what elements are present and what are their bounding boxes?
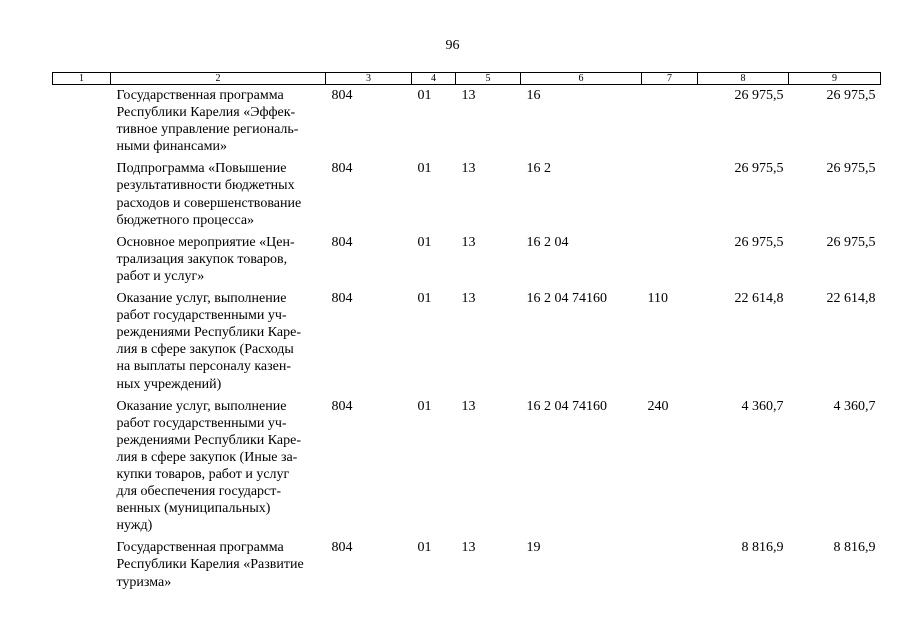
table-header — [53, 73, 881, 85]
item-name-line: реждениями Республики Каре- — [116, 325, 301, 341]
item-name-line: ных учреждений) — [116, 376, 222, 392]
cell-target-article: 16 2 04 74160 — [526, 398, 607, 414]
cell-ministry-code: 804 — [331, 398, 353, 414]
cell-target-article: 16 2 04 — [526, 234, 569, 250]
item-name-line: Оказание услуг, выполнение — [116, 398, 287, 414]
item-name-line: туризма» — [116, 574, 172, 590]
header-col-9: 9 — [789, 73, 881, 85]
item-name-line: Подпрограмма «Повышение — [116, 161, 287, 177]
cell-amount-1: 26 975,5 — [734, 234, 784, 250]
cell-amount-1: 26 975,5 — [734, 88, 784, 103]
header-col-1: 1 — [53, 73, 111, 85]
cell-amount-2: 26 975,5 — [826, 161, 876, 177]
cell-expense-type: 110 — [647, 291, 668, 307]
cell-ministry-code: 804 — [331, 161, 353, 177]
cell-amount-2: 26 975,5 — [826, 88, 876, 103]
cell-expense-type — [642, 232, 698, 288]
header-col-7: 7 — [642, 73, 698, 85]
cell-section: 01 — [417, 540, 432, 556]
budget-table — [52, 72, 881, 594]
cell-expense-type: 240 — [647, 398, 669, 414]
table-row — [53, 232, 881, 288]
cell-col-1 — [53, 158, 111, 231]
header-col-3: 3 — [326, 73, 412, 85]
item-name-line: реждениями Республики Каре- — [116, 432, 301, 448]
cell-col-1 — [53, 85, 111, 159]
cell-col-1 — [53, 537, 111, 593]
cell-amount-1: 22 614,8 — [734, 291, 784, 307]
cell-amount-2: 22 614,8 — [826, 291, 876, 307]
item-name-line: трализация закупок товаров, — [116, 251, 288, 267]
cell-amount-1: 8 816,9 — [741, 540, 784, 556]
header-col-5: 5 — [456, 73, 521, 85]
cell-subsection: 13 — [461, 234, 476, 250]
header-col-8: 8 — [698, 73, 789, 85]
table-row — [53, 158, 881, 231]
header-col-4: 4 — [412, 73, 456, 85]
table-row — [53, 85, 881, 159]
item-name-line: лия в сфере закупок (Расходы — [116, 342, 294, 358]
item-name-line: купки товаров, работ и услуг — [116, 466, 290, 482]
table-row — [53, 537, 881, 593]
header-row — [53, 73, 881, 85]
cell-item-name — [111, 396, 326, 538]
cell-target-article: 16 — [526, 88, 541, 103]
item-name-line: лия в сфере закупок (Иные за- — [116, 449, 298, 465]
item-name-line: работ государственными уч- — [116, 308, 287, 324]
item-name-line: работ государственными уч- — [116, 415, 287, 431]
cell-target-article: 19 — [526, 540, 541, 556]
header-col-2: 2 — [111, 73, 326, 85]
cell-ministry-code: 804 — [331, 291, 353, 307]
item-name-line: результативности бюджетных — [116, 178, 295, 194]
table-body — [53, 85, 881, 594]
item-name-line: Оказание услуг, выполнение — [116, 291, 287, 307]
page-number: 96 — [445, 38, 460, 53]
table-row — [53, 396, 881, 538]
cell-subsection: 13 — [461, 398, 476, 414]
cell-amount-2: 8 816,9 — [833, 540, 876, 556]
item-name-line: Государственная программа — [116, 88, 284, 103]
cell-target-article: 16 2 — [526, 161, 551, 177]
cell-col-1 — [53, 288, 111, 396]
item-name-line: нужд) — [116, 518, 153, 534]
cell-item-name — [111, 288, 326, 396]
item-name-line: расходов и совершенствование — [116, 195, 302, 211]
cell-subsection: 13 — [461, 161, 476, 177]
header-col-6: 6 — [521, 73, 642, 85]
cell-ministry-code: 804 — [331, 540, 353, 556]
cell-section: 01 — [417, 161, 432, 177]
cell-amount-2: 26 975,5 — [826, 234, 876, 250]
cell-target-article: 16 2 04 74160 — [526, 291, 607, 307]
item-name-line: для обеспечения государст- — [116, 484, 282, 500]
table-row — [53, 288, 881, 396]
item-name-line: Государственная программа — [116, 540, 284, 556]
cell-section: 01 — [417, 88, 432, 103]
cell-ministry-code: 804 — [331, 88, 353, 103]
cell-subsection: 13 — [461, 291, 476, 307]
cell-expense-type — [642, 158, 698, 231]
cell-item-name — [111, 232, 326, 288]
cell-section: 01 — [417, 398, 432, 414]
item-name-line: Республики Карелия «Развитие — [116, 557, 304, 573]
cell-section: 01 — [417, 234, 432, 250]
item-name-line: бюджетного процесса» — [116, 212, 255, 228]
item-name-line: венных (муниципальных) — [116, 501, 271, 517]
cell-expense-type — [642, 537, 698, 593]
cell-amount-1: 26 975,5 — [734, 161, 784, 177]
cell-amount-1: 4 360,7 — [741, 398, 784, 414]
cell-subsection: 13 — [461, 540, 476, 556]
item-name-line: тивное управление региональ- — [116, 122, 299, 138]
item-name-line: Основное мероприятие «Цен- — [116, 234, 295, 250]
cell-section: 01 — [417, 291, 432, 307]
cell-item-name — [111, 85, 326, 159]
cell-item-name — [111, 158, 326, 231]
cell-expense-type — [642, 85, 698, 159]
item-name-line: ными финансами» — [116, 139, 227, 155]
cell-col-1 — [53, 396, 111, 538]
item-name-line: Республики Карелия «Эффек- — [116, 105, 296, 121]
item-name-line: на выплаты персоналу казен- — [116, 359, 292, 375]
cell-col-1 — [53, 232, 111, 288]
cell-amount-2: 4 360,7 — [833, 398, 876, 414]
cell-item-name — [111, 537, 326, 593]
cell-subsection: 13 — [461, 88, 476, 103]
item-name-line: работ и услуг» — [116, 268, 205, 284]
cell-ministry-code: 804 — [331, 234, 353, 250]
